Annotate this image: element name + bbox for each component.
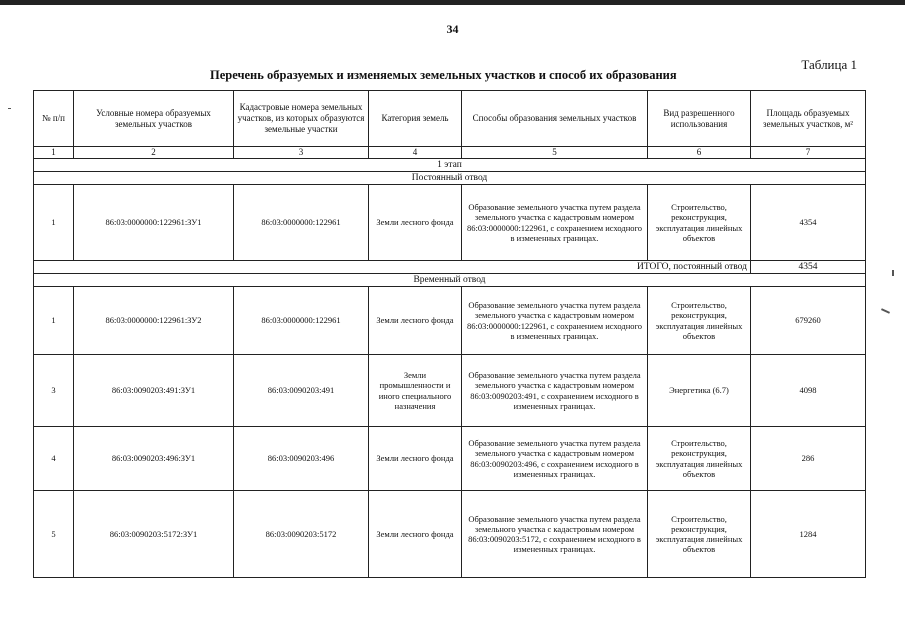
header-cell-plot: Условные номера образуемых земельных участков: [74, 91, 234, 147]
row-use: Строительство, реконструкция, эксплуатация линейных объектов: [648, 427, 751, 491]
column-number: 2: [74, 147, 234, 159]
column-number: 5: [462, 147, 648, 159]
row-area: 679260: [751, 287, 866, 355]
table-row: [34, 287, 866, 355]
row-category: Земли промышленности и иного специального назначения: [369, 355, 462, 427]
section-row-permanent: [34, 172, 866, 185]
table-row: [34, 355, 866, 427]
row-method: Образование земельного участка путем раздела земельного участка с кадастровым номером 86:03:0090203:5172, с сохранением исходного в измененных границах.: [462, 491, 648, 578]
header-cell-cadastral: Кадастровые номера земельных участков, из которых образуются земельные участки: [234, 91, 369, 147]
row-number: 1: [34, 287, 74, 355]
row-method: Образование земельного участка путем раздела земельного участка с кадастровым номером 86:03:0090203:496, с сохранением исходного в измененных границах.: [462, 427, 648, 491]
row-area: 4354: [751, 185, 866, 261]
section-row-temporary: [34, 274, 866, 287]
header-cell-num: № п/п: [34, 91, 74, 147]
table-label: Таблица 1: [801, 57, 857, 72]
row-use: Строительство, реконструкция, эксплуатация линейных объектов: [648, 185, 751, 261]
row-cadastral: 86:03:0000000:122961: [234, 287, 369, 355]
row-category: Земли лесного фонда: [369, 491, 462, 578]
land-plots-table: [33, 90, 866, 578]
row-plot-id: 86:03:0090203:496:ЗУ1: [74, 427, 234, 491]
row-plot-id: 86:03:0090203:5172:ЗУ1: [74, 491, 234, 578]
section-label-permanent: Постоянный отвод: [34, 172, 866, 185]
row-category: Земли лесного фонда: [369, 427, 462, 491]
row-number: 3: [34, 355, 74, 427]
row-number: 1: [34, 185, 74, 261]
row-use: Энергетика (6.7): [648, 355, 751, 427]
row-cadastral: 86:03:0090203:5172: [234, 491, 369, 578]
table-row: [34, 185, 866, 261]
scan-speck: [8, 108, 11, 109]
row-method: Образование земельного участка путем раздела земельного участка с кадастровым номером 86:03:0090203:491, с сохранением исходного в измененных границах.: [462, 355, 648, 427]
header-cell-method: Способы образования земельных участков: [462, 91, 648, 147]
table-row: [34, 491, 866, 578]
row-area: 1284: [751, 491, 866, 578]
header-cell-category: Категория земель: [369, 91, 462, 147]
row-category: Земли лесного фонда: [369, 185, 462, 261]
stage-label: 1 этап: [34, 159, 866, 172]
row-method: Образование земельного участка путем раздела земельного участка с кадастровым номером 86:03:0000000:122961, с сохранением исходного в измененных границах.: [462, 287, 648, 355]
row-cadastral: 86:03:0000000:122961: [234, 185, 369, 261]
section-label-temporary: Временный отвод: [34, 274, 866, 287]
row-category: Земли лесного фонда: [369, 287, 462, 355]
row-number: 4: [34, 427, 74, 491]
row-cadastral: 86:03:0090203:491: [234, 355, 369, 427]
scan-speck: [892, 270, 894, 276]
row-plot-id: 86:03:0090203:491:ЗУ1: [74, 355, 234, 427]
row-use: Строительство, реконструкция, эксплуатация линейных объектов: [648, 287, 751, 355]
total-value: 4354: [751, 261, 866, 274]
scan-top-edge: [0, 0, 905, 5]
column-number: 4: [369, 147, 462, 159]
row-area: 4098: [751, 355, 866, 427]
row-use: Строительство, реконструкция, эксплуатация линейных объектов: [648, 491, 751, 578]
row-plot-id: 86:03:0000000:122961:ЗУ1: [74, 185, 234, 261]
column-number: 6: [648, 147, 751, 159]
document-title: Перечень образуемых и изменяемых земельных участков и способ их образования: [210, 68, 677, 82]
column-number: 7: [751, 147, 866, 159]
row-area: 286: [751, 427, 866, 491]
column-number: 1: [34, 147, 74, 159]
row-cadastral: 86:03:0090203:496: [234, 427, 369, 491]
scan-speck: [881, 308, 890, 314]
row-plot-id: 86:03:0000000:122961:ЗУ2: [74, 287, 234, 355]
column-number: 3: [234, 147, 369, 159]
page-number: 34: [446, 22, 459, 36]
stage-row: [34, 159, 866, 172]
column-number-row: [34, 147, 866, 159]
row-method: Образование земельного участка путем раздела земельного участка с кадастровым номером 86:03:0000000:122961, с сохранением исходного в измененных границах.: [462, 185, 648, 261]
table-row: [34, 427, 866, 491]
header-cell-use: Вид разрешенного использования: [648, 91, 751, 147]
row-number: 5: [34, 491, 74, 578]
total-label: ИТОГО, постоянный отвод: [74, 261, 751, 274]
total-row-permanent: [34, 261, 866, 274]
header-row: [34, 91, 866, 147]
header-cell-area: Площадь образуемых земельных участков, м²: [751, 91, 866, 147]
